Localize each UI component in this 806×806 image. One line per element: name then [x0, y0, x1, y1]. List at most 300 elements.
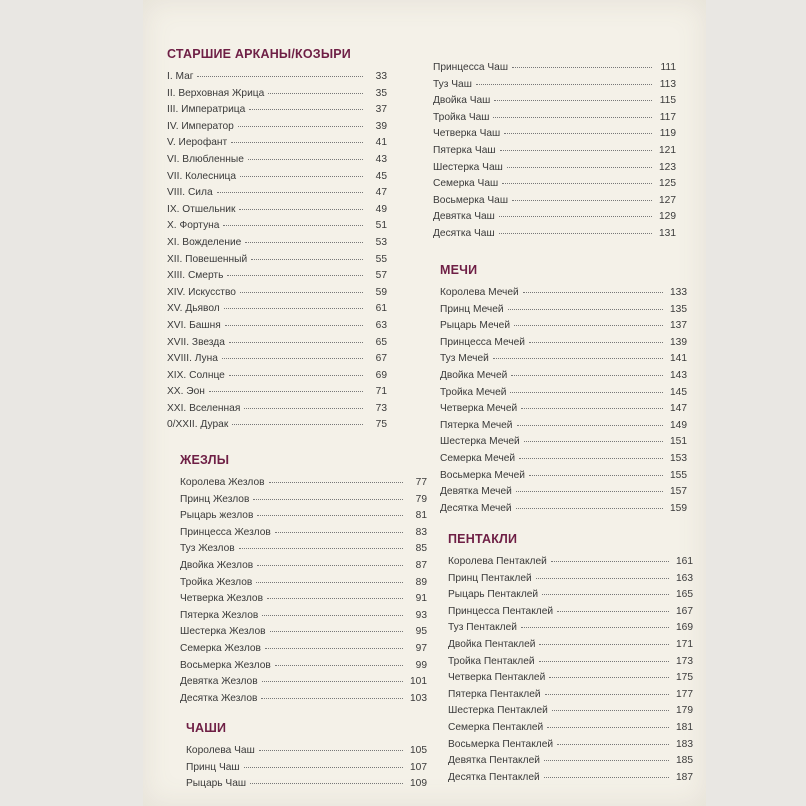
entry-page-number: 103 — [410, 692, 427, 704]
entry-page-number: 101 — [410, 676, 427, 688]
toc-entry — [448, 670, 693, 687]
toc-entry — [167, 335, 387, 352]
entry-title: Принц Пентаклей — [448, 572, 532, 584]
dot-leader — [275, 532, 403, 533]
dot-leader — [504, 133, 652, 134]
dot-leader — [267, 598, 403, 599]
entry-page-number: 71 — [375, 386, 387, 398]
dot-leader — [542, 594, 669, 595]
entry-title: Королева Мечей — [440, 287, 519, 298]
dot-leader — [521, 627, 669, 628]
dot-leader — [508, 309, 663, 310]
toc-entry — [167, 268, 387, 285]
dot-leader — [544, 777, 669, 778]
entry-title: IX. Отшельник — [167, 203, 236, 215]
toc-entry — [433, 60, 676, 77]
toc-entry — [167, 169, 387, 186]
toc-entry — [180, 641, 427, 658]
entry-page-number: 161 — [676, 556, 693, 567]
entry-page-number: 59 — [375, 286, 387, 298]
toc-entry — [440, 401, 687, 418]
entry-title: II. Верховная Жрица — [167, 87, 265, 99]
toc-entry — [167, 119, 387, 136]
entry-page-number: 175 — [676, 672, 693, 684]
section-cups-part2 — [433, 60, 676, 243]
entry-page-number: 183 — [676, 738, 693, 750]
entry-page-number: 149 — [670, 419, 687, 431]
toc-entry — [186, 743, 427, 760]
entry-page-number: 165 — [676, 589, 693, 601]
toc-entry — [167, 417, 387, 434]
toc-entry — [180, 558, 427, 575]
entry-page-number: 65 — [375, 336, 387, 348]
entry-page-number: 151 — [670, 436, 687, 448]
toc-entry — [433, 110, 676, 127]
dot-leader — [512, 67, 652, 68]
entry-title: Рыцарь Мечей — [440, 320, 511, 332]
entry-page-number: 105 — [410, 745, 427, 756]
dot-leader — [517, 425, 664, 426]
dot-leader — [494, 100, 652, 101]
entry-title: Девятка Пентаклей — [448, 755, 540, 767]
entry-page-number: 43 — [375, 153, 387, 165]
entry-title: Туз Мечей — [440, 353, 489, 365]
entry-page-number: 53 — [375, 236, 387, 248]
entry-title: Восьмерка Мечей — [440, 469, 525, 481]
entry-page-number: 123 — [659, 161, 676, 173]
entry-title: Десятка Чаш — [433, 227, 495, 239]
entry-page-number: 131 — [659, 227, 676, 239]
toc-entry — [440, 468, 687, 485]
toc-entry — [448, 654, 693, 671]
dot-leader — [519, 458, 663, 459]
toc-entry — [448, 587, 693, 604]
entry-page-number: 169 — [676, 622, 693, 634]
entry-title: Десятка Мечей — [440, 502, 512, 514]
entry-title: Шестерка Чаш — [433, 161, 503, 173]
entry-title: Туз Жезлов — [180, 543, 235, 555]
entry-title: Принц Жезлов — [180, 493, 250, 505]
toc-entry — [433, 143, 676, 160]
toc-entry — [167, 301, 387, 318]
entry-title: Принц Чаш — [186, 761, 240, 773]
entry-title: III. Императрица — [167, 104, 246, 116]
dot-leader — [493, 117, 652, 118]
toc-entry — [180, 674, 427, 691]
toc-entry — [167, 252, 387, 269]
entry-page-number: 181 — [676, 721, 693, 733]
entry-page-number: 61 — [375, 303, 387, 315]
entry-page-number: 69 — [375, 369, 387, 381]
entry-title: Двойка Жезлов — [180, 559, 254, 571]
entry-page-number: 145 — [670, 386, 687, 398]
entry-page-number: 95 — [415, 626, 427, 638]
entry-title: Двойка Мечей — [440, 369, 508, 381]
toc-entry — [167, 135, 387, 152]
entry-page-number: 121 — [659, 144, 676, 156]
toc-entry — [167, 285, 387, 302]
toc-entry — [440, 351, 687, 368]
dot-leader — [225, 325, 363, 326]
entry-page-number: 93 — [415, 609, 427, 621]
toc-entry — [448, 720, 693, 737]
entry-title: Двойка Чаш — [433, 95, 491, 107]
entry-page-number: 133 — [670, 287, 687, 298]
toc-entry — [440, 285, 687, 302]
entry-page-number: 57 — [375, 270, 387, 282]
entry-title: VIII. Сила — [167, 187, 213, 199]
entry-title: Принцесса Пентаклей — [448, 605, 554, 617]
dot-leader — [251, 259, 363, 260]
entry-page-number: 99 — [415, 659, 427, 671]
dot-leader — [499, 216, 652, 217]
dot-leader — [262, 615, 403, 616]
entry-title: Шестерка Жезлов — [180, 626, 266, 638]
entry-page-number: 75 — [375, 419, 387, 431]
book-page — [143, 0, 706, 806]
dot-leader — [248, 159, 363, 160]
toc-entry — [440, 451, 687, 468]
entry-page-number: 51 — [375, 220, 387, 232]
entry-page-number: 129 — [659, 211, 676, 223]
entry-title: Четверка Мечей — [440, 403, 518, 415]
dot-leader — [229, 375, 363, 376]
toc-entry — [448, 687, 693, 704]
entry-page-number: 137 — [670, 320, 687, 332]
entry-page-number: 45 — [375, 170, 387, 182]
entry-title: V. Иерофант — [167, 137, 228, 149]
dot-leader — [502, 183, 652, 184]
dot-leader — [557, 744, 669, 745]
section-pentacles — [448, 530, 693, 786]
dot-leader — [529, 342, 663, 343]
toc-entry — [433, 209, 676, 226]
entry-title: Королева Пентаклей — [448, 556, 547, 567]
section-major-arcana — [167, 45, 387, 434]
entry-page-number: 167 — [676, 605, 693, 617]
toc-entry — [167, 185, 387, 202]
toc-entry — [440, 368, 687, 385]
toc-entry — [167, 102, 387, 119]
entry-title: Королева Чаш — [186, 745, 255, 756]
toc-entry — [167, 69, 387, 86]
dot-leader — [551, 561, 669, 562]
dot-leader — [511, 375, 663, 376]
entry-page-number: 135 — [670, 303, 687, 315]
entry-title: IV. Император — [167, 120, 234, 132]
entry-title: Принцесса Жезлов — [180, 526, 271, 538]
entry-page-number: 185 — [676, 755, 693, 767]
toc-entry — [167, 235, 387, 252]
entry-page-number: 179 — [676, 705, 693, 717]
toc-entry — [186, 760, 427, 777]
dot-leader — [536, 578, 669, 579]
entry-page-number: 85 — [415, 543, 427, 555]
entry-page-number: 77 — [415, 477, 427, 488]
entry-page-number: 139 — [670, 336, 687, 348]
dot-leader — [239, 209, 363, 210]
toc-entry — [448, 737, 693, 754]
toc-entry — [180, 475, 427, 492]
dot-leader — [240, 176, 363, 177]
toc-entry — [440, 385, 687, 402]
dot-leader — [245, 242, 363, 243]
entry-title: Принц Мечей — [440, 303, 504, 315]
entry-page-number: 73 — [375, 402, 387, 414]
dot-leader — [516, 508, 663, 509]
toc-entry — [448, 620, 693, 637]
entry-title: XXI. Вселенная — [167, 402, 241, 414]
entry-page-number: 143 — [670, 369, 687, 381]
entry-title: XIII. Смерть — [167, 270, 224, 282]
dot-leader — [250, 783, 403, 784]
toc-entry — [440, 434, 687, 451]
entry-title: Рыцарь Пентаклей — [448, 589, 539, 601]
dot-leader — [265, 648, 403, 649]
toc-entry — [167, 318, 387, 335]
entry-title: Двойка Пентаклей — [448, 638, 536, 650]
entry-page-number: 79 — [415, 493, 427, 505]
entry-title: XII. Повешенный — [167, 253, 248, 265]
entry-page-number: 187 — [676, 771, 693, 783]
dot-leader — [240, 292, 363, 293]
dot-leader — [545, 694, 669, 695]
toc-entry — [180, 658, 427, 675]
dot-leader — [275, 665, 403, 666]
section-heading: ЖЕЗЛЫ — [180, 453, 230, 467]
dot-leader — [268, 93, 363, 94]
dot-leader — [514, 325, 663, 326]
dot-leader — [257, 515, 403, 516]
toc-entry — [448, 637, 693, 654]
toc-entry — [433, 77, 676, 94]
toc-entry — [448, 770, 693, 787]
entry-title: XX. Эон — [167, 386, 205, 398]
entry-title: Десятка Жезлов — [180, 692, 258, 704]
entry-title: Девятка Жезлов — [180, 676, 258, 688]
entry-page-number: 87 — [415, 559, 427, 571]
toc-entry — [180, 492, 427, 509]
entry-page-number: 163 — [676, 572, 693, 584]
dot-leader — [516, 491, 663, 492]
dot-leader — [209, 391, 363, 392]
toc-entry — [180, 575, 427, 592]
toc-entry — [186, 776, 427, 793]
dot-leader — [549, 677, 669, 678]
entry-title: Тройка Чаш — [433, 111, 490, 123]
dot-leader — [253, 499, 403, 500]
toc-entry — [448, 554, 693, 571]
dot-leader — [222, 358, 363, 359]
dot-leader — [244, 408, 363, 409]
dot-leader — [231, 142, 363, 143]
dot-leader — [521, 408, 663, 409]
entry-title: Восьмерка Чаш — [433, 194, 509, 206]
entry-title: Рыцарь Чаш — [186, 778, 247, 790]
entry-page-number: 91 — [415, 593, 427, 605]
dot-leader — [262, 681, 403, 682]
entry-page-number: 171 — [676, 638, 693, 650]
entry-title: Семерка Чаш — [433, 178, 499, 190]
entry-title: Рыцарь жезлов — [180, 510, 254, 522]
entry-page-number: 147 — [670, 403, 687, 415]
toc-entry — [180, 525, 427, 542]
entry-title: Девятка Мечей — [440, 486, 512, 498]
entry-title: Семерка Мечей — [440, 452, 516, 464]
dot-leader — [238, 126, 363, 127]
entry-title: Принцесса Чаш — [433, 62, 509, 73]
dot-leader — [229, 342, 363, 343]
dot-leader — [249, 109, 363, 110]
dot-leader — [544, 760, 669, 761]
dot-leader — [224, 308, 363, 309]
entry-page-number: 153 — [670, 452, 687, 464]
dot-leader — [539, 644, 669, 645]
entry-title: XVIII. Луна — [167, 353, 218, 365]
entry-title: Четверка Жезлов — [180, 593, 264, 605]
entry-title: Шестерка Мечей — [440, 436, 520, 448]
toc-entry — [167, 401, 387, 418]
toc-entry — [448, 753, 693, 770]
entry-title: Пятерка Пентаклей — [448, 688, 541, 700]
section-heading: ПЕНТАКЛИ — [448, 532, 518, 546]
entry-page-number: 39 — [375, 120, 387, 132]
dot-leader — [512, 200, 652, 201]
entry-page-number: 83 — [415, 526, 427, 538]
entry-title: Десятка Пентаклей — [448, 771, 540, 783]
entry-title: Четверка Пентаклей — [448, 672, 546, 684]
entry-page-number: 81 — [415, 510, 427, 522]
entry-page-number: 141 — [670, 353, 687, 365]
entry-page-number: 155 — [670, 469, 687, 481]
dot-leader — [557, 611, 669, 612]
entry-title: XVI. Башня — [167, 319, 221, 331]
entry-title: Туз Чаш — [433, 78, 472, 90]
toc-entry — [433, 226, 676, 243]
toc-entry — [167, 351, 387, 368]
entry-title: VII. Колесница — [167, 170, 237, 182]
entry-page-number: 111 — [660, 62, 676, 73]
entry-title: Пятерка Чаш — [433, 144, 496, 156]
dot-leader — [257, 565, 403, 566]
toc-entry — [440, 318, 687, 335]
entry-page-number: 117 — [659, 111, 676, 123]
entry-page-number: 125 — [659, 178, 676, 190]
toc-entry — [180, 508, 427, 525]
dot-leader — [261, 698, 403, 699]
entry-title: Девятка Чаш — [433, 211, 495, 223]
section-heading: ЧАШИ — [186, 721, 227, 735]
toc-entry — [433, 176, 676, 193]
section-heading: МЕЧИ — [440, 263, 478, 277]
entry-page-number: 107 — [410, 761, 427, 773]
toc-entry — [167, 218, 387, 235]
toc-entry — [180, 624, 427, 641]
toc-entry — [433, 160, 676, 177]
entry-page-number: 47 — [375, 187, 387, 199]
entry-page-number: 55 — [375, 253, 387, 265]
entry-page-number: 127 — [659, 194, 676, 206]
entry-page-number: 89 — [415, 576, 427, 588]
entry-page-number: 33 — [375, 71, 387, 82]
dot-leader — [552, 710, 669, 711]
entry-page-number: 49 — [375, 203, 387, 215]
toc-entry — [180, 608, 427, 625]
toc-entry — [167, 86, 387, 103]
entry-title: XV. Дьявол — [167, 303, 220, 315]
toc-entry — [440, 484, 687, 501]
toc-entry — [448, 703, 693, 720]
toc-entry — [448, 571, 693, 588]
dot-leader — [256, 582, 403, 583]
section-cups-part1 — [186, 719, 427, 793]
entry-page-number: 177 — [676, 688, 693, 700]
entry-page-number: 119 — [659, 128, 676, 140]
entry-page-number: 97 — [415, 642, 427, 654]
dot-leader — [239, 548, 403, 549]
dot-leader — [524, 441, 663, 442]
toc-entry — [448, 604, 693, 621]
dot-leader — [217, 192, 363, 193]
entry-title: Пятерка Мечей — [440, 419, 513, 431]
dot-leader — [529, 475, 663, 476]
section-heading: СТАРШИЕ АРКАНЫ/КОЗЫРИ — [167, 47, 351, 61]
entry-title: Тройка Пентаклей — [448, 655, 535, 667]
entry-page-number: 157 — [670, 486, 687, 498]
toc-entry — [433, 193, 676, 210]
entry-page-number: 67 — [375, 353, 387, 365]
entry-title: Четверка Чаш — [433, 128, 501, 140]
entry-title: Тройка Мечей — [440, 386, 507, 398]
toc-entry — [433, 93, 676, 110]
entry-title: VI. Влюбленные — [167, 153, 244, 165]
dot-leader — [270, 631, 403, 632]
entry-title: XVII. Звезда — [167, 336, 225, 348]
entry-page-number: 35 — [375, 87, 387, 99]
entry-title: Принцесса Мечей — [440, 336, 525, 348]
toc-entry — [440, 501, 687, 518]
dot-leader — [223, 225, 363, 226]
dot-leader — [493, 358, 663, 359]
dot-leader — [510, 392, 663, 393]
toc-entry — [440, 335, 687, 352]
entry-page-number: 41 — [375, 137, 387, 149]
toc-entry — [180, 541, 427, 558]
entry-title: Восьмерка Жезлов — [180, 659, 271, 671]
dot-leader — [476, 84, 652, 85]
toc-entry — [180, 691, 427, 708]
entry-title: XIV. Искусство — [167, 286, 236, 298]
toc-entry — [433, 126, 676, 143]
dot-leader — [197, 76, 363, 77]
toc-entry — [167, 384, 387, 401]
entry-title: Туз Пентаклей — [448, 622, 517, 634]
section-wands — [180, 451, 427, 707]
toc-entry — [167, 368, 387, 385]
dot-leader — [499, 233, 652, 234]
entry-title: I. Маг — [167, 71, 194, 82]
dot-leader — [539, 661, 669, 662]
entry-title: Семерка Жезлов — [180, 642, 261, 654]
entry-page-number: 109 — [410, 778, 427, 790]
dot-leader — [547, 727, 669, 728]
toc-entry — [440, 302, 687, 319]
entry-title: Семерка Пентаклей — [448, 721, 544, 733]
dot-leader — [269, 482, 403, 483]
dot-leader — [227, 275, 363, 276]
entry-title: XI. Вожделение — [167, 236, 242, 248]
entry-page-number: 63 — [375, 319, 387, 331]
